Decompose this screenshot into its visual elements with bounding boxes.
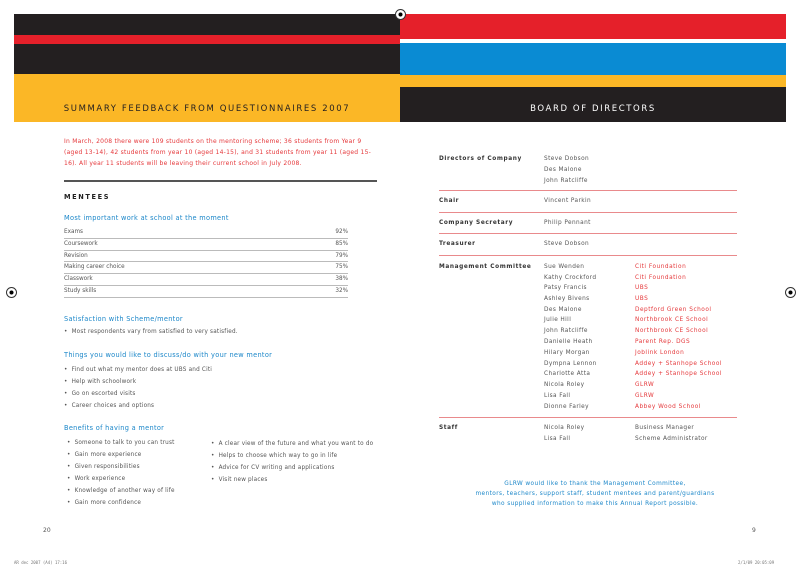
- member-org: UBS: [635, 285, 649, 291]
- left-band-black-mid: [14, 44, 400, 74]
- row-value: 85%: [335, 240, 348, 247]
- print-footer-right: 2/1/09 20:05:09: [738, 560, 775, 565]
- table-row: [64, 262, 348, 274]
- member-org: Citi Foundation: [635, 264, 687, 270]
- row-label: Coursework: [64, 240, 98, 247]
- director-name: Des Malone: [544, 167, 582, 173]
- member-name: John Ratcliffe: [544, 328, 588, 334]
- member-name: Des Malone: [544, 307, 582, 313]
- row-value: 32%: [335, 287, 348, 294]
- list-item: • Knowledge of another way of life: [67, 488, 175, 494]
- member-name: Dionne Farley: [544, 404, 589, 410]
- director-name: Steve Dobson: [544, 156, 590, 162]
- left-header-title: SUMMARY FEEDBACK FROM QUESTIONNAIRES 2007: [63, 104, 351, 114]
- important-work-table: [64, 227, 348, 298]
- member-org: Addey + Stanhope School: [635, 371, 722, 377]
- row-value: 79%: [335, 252, 348, 259]
- list-item: • Advice for CV writing and applications: [211, 465, 335, 471]
- member-name: Kathy Crockford: [544, 275, 597, 281]
- right-header-title: BOARD OF DIRECTORS: [530, 104, 656, 114]
- member-org: Northbrook CE School: [635, 328, 709, 334]
- row-label: Making career choice: [64, 264, 125, 271]
- mentees-heading: MENTEES: [64, 193, 111, 201]
- committee-label: Management Committee: [439, 264, 532, 270]
- row-label: Revision: [64, 252, 88, 259]
- table-row: [64, 251, 348, 263]
- thanks-note: [470, 479, 720, 509]
- divider: [439, 233, 737, 234]
- row-value: 75%: [335, 264, 348, 271]
- member-name: Julie Hill: [544, 317, 572, 323]
- member-org: Addey + Stanhope School: [635, 361, 722, 367]
- table-row: [64, 227, 348, 239]
- staff-role: Scheme Administrator: [635, 436, 708, 442]
- treasurer-label: Treasurer: [439, 241, 476, 247]
- thanks-line: GLRW would like to thank the Management Committee,: [504, 481, 686, 487]
- member-org: Deptford Green School: [635, 307, 712, 313]
- divider: [439, 212, 737, 213]
- member-org: Citi Foundation: [635, 275, 687, 281]
- list-item: • Gain more experience: [67, 452, 142, 458]
- list-item: • Work experience: [67, 476, 125, 482]
- left-band-red: [14, 35, 400, 44]
- row-value: 92%: [335, 229, 348, 235]
- row-label: Exams: [64, 229, 83, 235]
- member-name: Patsy Francis: [544, 285, 587, 291]
- satisfaction-heading: Satisfaction with Scheme/mentor: [64, 315, 183, 323]
- staff-label: Staff: [439, 425, 458, 431]
- staff-name: Nicola Roley: [544, 425, 585, 431]
- benefits-heading: Benefits of having a mentor: [64, 424, 165, 432]
- section-divider: [64, 180, 377, 182]
- list-item: • Helps to choose which way to go in life: [211, 453, 337, 459]
- member-name: Charlotte Atta: [544, 371, 591, 377]
- directors-label: Directors of Company: [439, 156, 522, 162]
- secretary-label: Company Secretary: [439, 220, 514, 226]
- member-name: Hilary Morgan: [544, 350, 590, 356]
- table-row: [64, 274, 348, 286]
- member-name: Ashley Bivens: [544, 296, 590, 302]
- table-row: [64, 286, 348, 298]
- member-org: Abbey Wood School: [635, 404, 701, 410]
- right-band-red: [400, 14, 786, 39]
- member-org: UBS: [635, 296, 649, 302]
- registration-mark-left: [6, 287, 17, 298]
- chair-label: Chair: [439, 198, 460, 204]
- list-item: • Someone to talk to you can trust: [67, 440, 175, 446]
- right-band-blue: [400, 43, 786, 75]
- list-item: • Find out what my mentor does at UBS and Citi: [64, 367, 212, 373]
- divider: [439, 417, 737, 418]
- table-row: [64, 239, 348, 251]
- secretary-name: Philip Pennant: [544, 220, 591, 226]
- registration-mark-top: [395, 9, 406, 20]
- page-number-right: 9: [752, 527, 756, 534]
- row-label: Study skills: [64, 287, 97, 294]
- list-item: • Gain more confidence: [67, 500, 141, 506]
- divider: [439, 255, 737, 256]
- staff-role: Business Manager: [635, 425, 695, 431]
- member-name: Nicola Roley: [544, 382, 585, 388]
- row-value: 38%: [335, 276, 348, 283]
- list-item: • Visit new places: [211, 477, 268, 483]
- treasurer-name: Steve Dobson: [544, 241, 590, 247]
- important-work-heading: Most important work at school at the moment: [64, 214, 229, 222]
- member-name: Sue Wenden: [544, 264, 585, 270]
- registration-mark-right: [785, 287, 796, 298]
- director-name: John Ratcliffe: [544, 178, 588, 184]
- list-item: • Go on escorted visits: [64, 391, 136, 397]
- staff-name: Lisa Fall: [544, 436, 571, 442]
- list-item: • A clear view of the future and what you want to do: [211, 441, 373, 447]
- right-band-yellow: [400, 75, 786, 87]
- member-name: Lisa Fall: [544, 393, 571, 399]
- list-item: • Career choices and options: [64, 403, 154, 409]
- divider: [439, 190, 737, 191]
- print-footer-left: AR dec 2007 (A4) 17:16: [14, 560, 67, 565]
- member-name: Dympna Lennon: [544, 361, 597, 367]
- member-name: Danielle Heath: [544, 339, 593, 345]
- list-item: • Most respondents vary from satisfied to very satisfied.: [64, 329, 238, 335]
- member-org: GLRW: [635, 393, 655, 399]
- left-band-yellow: [14, 74, 400, 122]
- discuss-heading: Things you would like to discuss/do with your new mentor: [64, 351, 273, 359]
- member-org: GLRW: [635, 382, 655, 388]
- thanks-line: who supplied information to make this Annual Report possible.: [491, 501, 699, 507]
- member-org: Northbrook CE School: [635, 317, 709, 323]
- member-org: Joblink London: [635, 350, 685, 356]
- thanks-line: mentors, teachers, support staff, student mentees and parent/guardians: [475, 491, 715, 497]
- left-band-black-top: [14, 14, 400, 35]
- member-org: Parent Rep. DGS: [635, 339, 691, 345]
- row-label: Classwork: [64, 276, 93, 283]
- list-item: • Help with schoolwork: [64, 379, 136, 385]
- intro-paragraph: In March, 2008 there were 109 students on the mentoring scheme; 36 students from Year 9 (aged 13-14), 42 students from year 10 (aged 14-15), and 31 students from year 11 (aged 15-16). All year 11 students will be leaving their current school in July 2008.: [64, 138, 372, 167]
- list-item: • Given responsibilities: [67, 464, 140, 470]
- chair-name: Vincent Parkin: [544, 198, 592, 204]
- page-number-left: 20: [43, 527, 51, 534]
